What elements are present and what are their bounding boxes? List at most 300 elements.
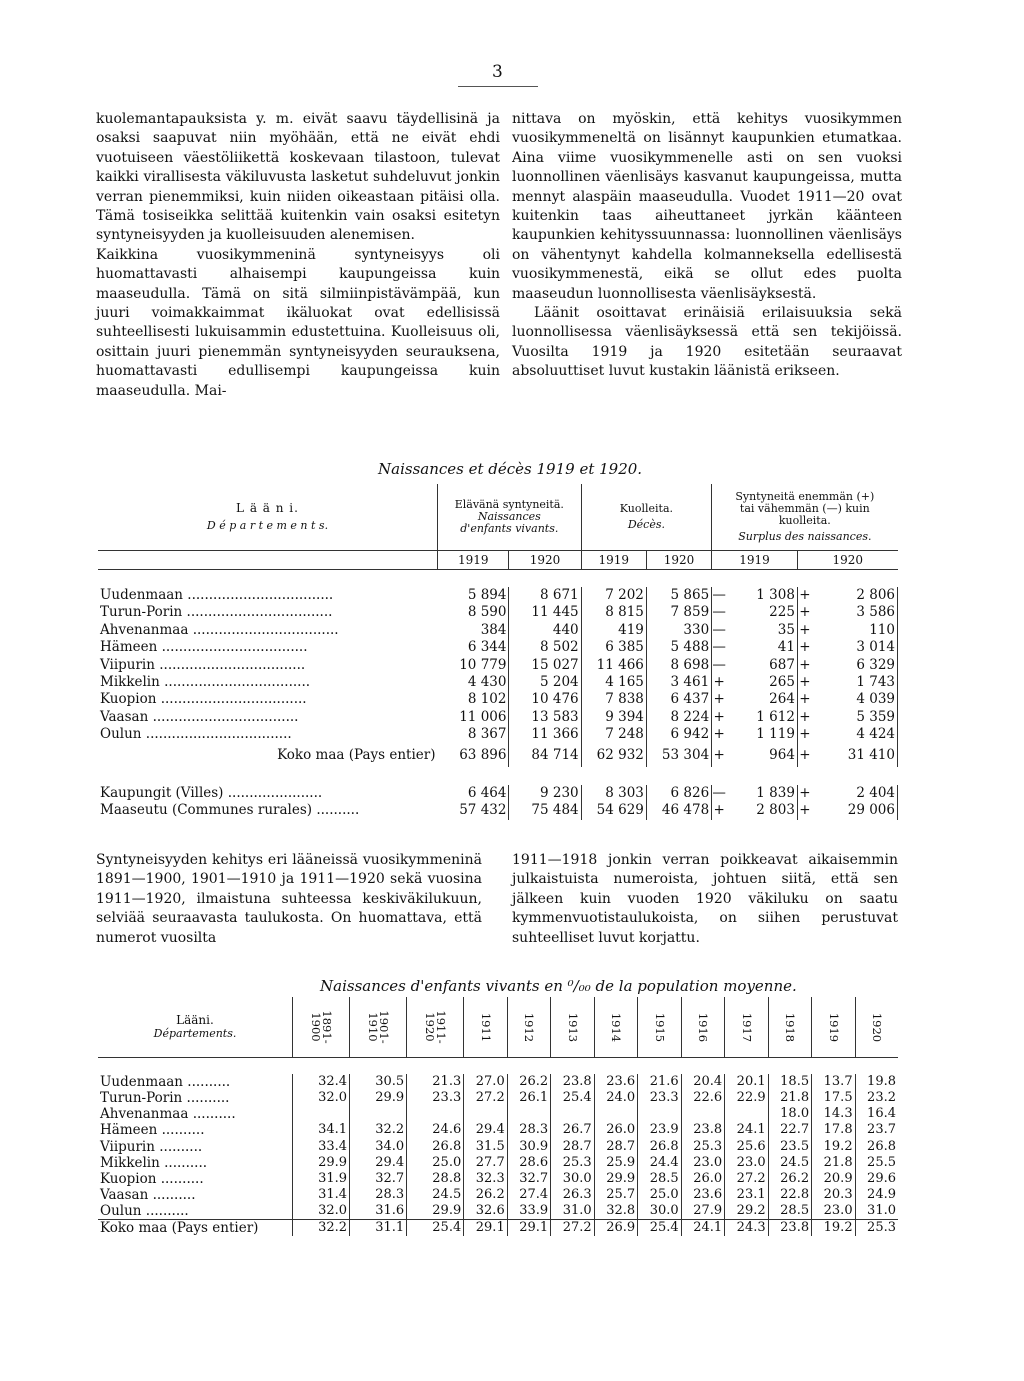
value-cell: 30.9 bbox=[507, 1138, 550, 1154]
department-name: Uudenmaan bbox=[100, 1074, 183, 1091]
leader-dots: .......... bbox=[312, 802, 360, 819]
row-name bbox=[98, 1155, 293, 1171]
header-births bbox=[438, 484, 582, 550]
sign-cell: + bbox=[799, 656, 811, 673]
value-cell: 29.4 bbox=[464, 1122, 507, 1138]
birth-rate-table bbox=[98, 997, 898, 1236]
department-name: Oulun bbox=[100, 726, 142, 743]
value-cell: 46 478 bbox=[646, 802, 711, 819]
leader-dots: .................................. bbox=[148, 708, 299, 725]
value-cell bbox=[293, 1106, 350, 1122]
leader-dots: .................................. bbox=[159, 674, 311, 691]
value-cell: 32.8 bbox=[594, 1203, 637, 1220]
value-cell: 265 bbox=[726, 674, 797, 691]
sign-cell: + bbox=[799, 674, 811, 691]
sign-cell: — bbox=[712, 604, 726, 621]
value-cell bbox=[594, 1106, 637, 1122]
value-cell: 964 bbox=[726, 743, 797, 767]
year-header: 1919 bbox=[438, 550, 509, 569]
year-label: 1914 bbox=[609, 1012, 624, 1042]
value-cell: 54 629 bbox=[581, 802, 646, 819]
value-cell: 29.6 bbox=[855, 1171, 898, 1187]
row-name bbox=[98, 674, 438, 691]
value-cell: 27.2 bbox=[464, 1090, 507, 1106]
department-name: Maaseutu (Communes rurales) bbox=[100, 802, 313, 819]
value-cell: 26.8 bbox=[407, 1138, 464, 1154]
leader-dots: .................................. bbox=[182, 604, 333, 621]
value-cell: 7 859 bbox=[646, 604, 711, 621]
value-cell: 225 bbox=[726, 604, 797, 621]
value-cell: 19.2 bbox=[812, 1138, 855, 1154]
row-name bbox=[98, 1187, 293, 1203]
value-cell: 33.9 bbox=[507, 1203, 550, 1220]
department-name: Hämeen bbox=[100, 1122, 158, 1139]
value-cell bbox=[507, 1106, 550, 1122]
year-header: 1919 bbox=[712, 550, 798, 569]
value-cell: 32.2 bbox=[293, 1219, 350, 1236]
table-row bbox=[98, 1074, 898, 1090]
value-cell: 5 488 bbox=[646, 639, 711, 656]
value-cell: 11 366 bbox=[509, 726, 581, 743]
lower-left-text bbox=[96, 851, 482, 948]
value-cell: 5 865 bbox=[646, 587, 711, 604]
value-cell: 31.0 bbox=[855, 1203, 898, 1220]
value-cell: 5 204 bbox=[509, 674, 581, 691]
value-cell: 24.1 bbox=[681, 1219, 724, 1236]
header-births-fi: Elävänä syntyneitä. bbox=[454, 497, 564, 511]
value-cell: 7 248 bbox=[581, 726, 646, 743]
value-cell: 28.7 bbox=[551, 1138, 594, 1154]
value-cell: 4 424 bbox=[812, 726, 898, 743]
paragraph: Syntyneisyyden kehitys eri lääneissä vuosikymmeninä 1891—1900, 1901—1910 ja 1911—1920 sekä vuosina 1911—1920, ilmaistuna suhteessa keskiväkilukuun, selviää seuraavasta taulukosta. On huomattava, että numerot vuosilta bbox=[96, 852, 482, 946]
year-label: 1911 bbox=[478, 1012, 493, 1042]
value-cell: 23.9 bbox=[638, 1122, 681, 1138]
value-cell: 23.8 bbox=[681, 1122, 724, 1138]
year-label: 1918 bbox=[783, 1012, 798, 1042]
table-row bbox=[98, 802, 898, 819]
paragraph: Kaikkina vuosikymmeninä syntyneisyys oli huomattavasti alhaisempi kaupungeissa kuin maaseudulla. Tämä on sitä silmiinpistävämpää, kun juuri voimakkaimmat ikäluokat ovat edellisissä suhteellisesti lukuisammin edustettuina. Kuolleisuus oli, osittain juuri pienemmän syntyneisyyden seurauksena, huomattavasti edullisempi kaupungeissa kuin maaseudulla. Mai- bbox=[96, 246, 500, 399]
value-cell: 22.9 bbox=[725, 1090, 768, 1106]
value-cell: 23.1 bbox=[725, 1187, 768, 1203]
value-cell: 31.4 bbox=[293, 1187, 350, 1203]
value-cell: 29.1 bbox=[464, 1219, 507, 1236]
table-row bbox=[98, 743, 898, 767]
header-laani: Lääni. bbox=[176, 1013, 214, 1027]
value-cell: 31.6 bbox=[350, 1203, 407, 1220]
table-row bbox=[98, 587, 898, 604]
sign-cell: + bbox=[799, 708, 811, 725]
department-name: Kaupungit (Villes) bbox=[100, 784, 224, 801]
value-cell: 25.5 bbox=[855, 1155, 898, 1171]
value-cell: 32.7 bbox=[507, 1171, 550, 1187]
value-cell: 8 367 bbox=[438, 726, 509, 743]
year-header bbox=[464, 997, 507, 1058]
value-cell: 34.1 bbox=[293, 1122, 350, 1138]
value-cell: 31.5 bbox=[464, 1138, 507, 1154]
sign-cell: — bbox=[712, 621, 726, 638]
department-name: Kuopion bbox=[100, 691, 157, 708]
header-laani: L ä ä n i. bbox=[236, 500, 299, 515]
value-cell: 19.2 bbox=[812, 1219, 855, 1236]
leader-dots: .......... bbox=[159, 1154, 208, 1171]
value-cell: 23.6 bbox=[594, 1074, 637, 1090]
value-cell bbox=[407, 1106, 464, 1122]
value-cell bbox=[681, 1106, 724, 1122]
value-cell: 1 839 bbox=[726, 785, 797, 802]
value-cell: 1 612 bbox=[726, 709, 797, 726]
value-cell: 8 671 bbox=[509, 587, 581, 604]
year-label: 1912 bbox=[522, 1012, 537, 1042]
value-cell: 19.8 bbox=[855, 1074, 898, 1090]
department-name: Viipurin bbox=[100, 1138, 155, 1155]
value-cell: 4 430 bbox=[438, 674, 509, 691]
value-cell: 27.7 bbox=[464, 1155, 507, 1171]
year-header bbox=[812, 997, 855, 1058]
births-deaths-table bbox=[98, 484, 898, 820]
value-cell: 24.1 bbox=[725, 1122, 768, 1138]
value-cell: 26.0 bbox=[594, 1122, 637, 1138]
table-row bbox=[98, 1090, 898, 1106]
value-cell: 3 586 bbox=[812, 604, 898, 621]
value-cell: 27.2 bbox=[551, 1219, 594, 1236]
leader-dots: .................................. bbox=[156, 691, 307, 708]
value-cell: 32.2 bbox=[350, 1122, 407, 1138]
value-cell: 1 119 bbox=[726, 726, 797, 743]
table-row bbox=[98, 785, 898, 802]
year-header: 1920 bbox=[646, 550, 711, 569]
row-name bbox=[98, 691, 438, 708]
department-name: Koko maa (Pays entier) bbox=[277, 746, 436, 763]
sign-cell: — bbox=[712, 587, 726, 604]
value-cell: 28.5 bbox=[638, 1171, 681, 1187]
year-header bbox=[350, 997, 407, 1058]
row-name bbox=[98, 1138, 293, 1154]
value-cell: 26.1 bbox=[507, 1090, 550, 1106]
value-cell: 25.4 bbox=[638, 1219, 681, 1236]
value-cell: 27.4 bbox=[507, 1187, 550, 1203]
sign-cell: + bbox=[799, 746, 811, 763]
value-cell: 26.9 bbox=[594, 1219, 637, 1236]
value-cell: 20.4 bbox=[681, 1074, 724, 1090]
leader-dots: .......... bbox=[156, 1170, 204, 1187]
value-cell: 9 394 bbox=[581, 709, 646, 726]
header-departements: D é p a r t e m e n t s. bbox=[206, 518, 329, 532]
table2-title: Naissances d'enfants vivants en ⁰/₀₀ de la population moyenne. bbox=[320, 977, 797, 995]
value-cell: 26.2 bbox=[464, 1187, 507, 1203]
header-surplus-fi: Syntyneitä enemmän (+) tai vähemmän (—) kuin kuolleita. bbox=[735, 489, 875, 527]
value-cell: 31.1 bbox=[350, 1219, 407, 1236]
value-cell: 18.0 bbox=[768, 1106, 811, 1122]
value-cell: 32.0 bbox=[293, 1203, 350, 1220]
row-name bbox=[98, 656, 438, 673]
sign-cell: + bbox=[799, 802, 811, 819]
value-cell: 24.9 bbox=[855, 1187, 898, 1203]
value-cell bbox=[638, 1106, 681, 1122]
year-header bbox=[768, 997, 811, 1058]
value-cell: 8 590 bbox=[438, 604, 509, 621]
leader-dots: .......... bbox=[188, 1106, 236, 1123]
value-cell: 31.9 bbox=[293, 1171, 350, 1187]
value-cell: 21.3 bbox=[407, 1074, 464, 1090]
value-cell: 28.5 bbox=[768, 1203, 811, 1220]
sign-cell: + bbox=[713, 746, 725, 763]
value-cell: 27.9 bbox=[681, 1203, 724, 1220]
value-cell: 25.0 bbox=[407, 1155, 464, 1171]
value-cell: 6 437 bbox=[646, 691, 711, 708]
upper-right-column bbox=[512, 110, 902, 382]
year-label: 1917 bbox=[739, 1012, 754, 1042]
leader-dots: .................................. bbox=[141, 726, 292, 743]
value-cell: 30.0 bbox=[638, 1203, 681, 1220]
table-row bbox=[98, 1155, 898, 1171]
year-header bbox=[293, 997, 350, 1058]
value-cell: 25.4 bbox=[551, 1090, 594, 1106]
value-cell: 4 165 bbox=[581, 674, 646, 691]
value-cell: 26.3 bbox=[551, 1187, 594, 1203]
value-cell: 25.4 bbox=[407, 1219, 464, 1236]
value-cell: 32.7 bbox=[350, 1171, 407, 1187]
value-cell: 32.3 bbox=[464, 1171, 507, 1187]
value-cell: 1 743 bbox=[812, 674, 898, 691]
value-cell: 18.5 bbox=[768, 1074, 811, 1090]
value-cell: 384 bbox=[438, 622, 509, 639]
sign-cell: + bbox=[713, 802, 725, 819]
department-name: Koko maa (Pays entier) bbox=[100, 1219, 259, 1236]
value-cell: 21.8 bbox=[812, 1155, 855, 1171]
table-row bbox=[98, 604, 898, 621]
row-name bbox=[98, 587, 438, 604]
value-cell: 17.8 bbox=[812, 1122, 855, 1138]
value-cell: 26.8 bbox=[638, 1138, 681, 1154]
year-header: 1920 bbox=[797, 550, 897, 569]
leader-dots: .......... bbox=[154, 1138, 203, 1155]
value-cell: 29.4 bbox=[350, 1155, 407, 1171]
leader-dots: .......... bbox=[141, 1202, 189, 1219]
header-deaths bbox=[581, 484, 712, 550]
value-cell: 28.7 bbox=[594, 1138, 637, 1154]
sign-cell: + bbox=[799, 639, 811, 656]
leader-dots: .......... bbox=[157, 1122, 205, 1139]
row-name bbox=[98, 1106, 293, 1122]
header-births-fr: Naissances d'enfants vivants. bbox=[460, 509, 559, 535]
value-cell: 24.0 bbox=[594, 1090, 637, 1106]
value-cell: 25.9 bbox=[594, 1155, 637, 1171]
value-cell: 419 bbox=[581, 622, 646, 639]
value-cell: 25.0 bbox=[638, 1187, 681, 1203]
value-cell: 6 329 bbox=[812, 656, 898, 673]
value-cell: 26.2 bbox=[768, 1171, 811, 1187]
row-name bbox=[98, 709, 438, 726]
value-cell: 13 583 bbox=[509, 709, 581, 726]
value-cell: 21.6 bbox=[638, 1074, 681, 1090]
year-label: 1916 bbox=[696, 1012, 711, 1042]
value-cell: 32.6 bbox=[464, 1203, 507, 1220]
department-name: Vaasan bbox=[100, 1186, 149, 1203]
department-name: Viipurin bbox=[100, 656, 155, 673]
value-cell: 10 779 bbox=[438, 656, 509, 673]
value-cell: 5 359 bbox=[812, 709, 898, 726]
value-cell: 24.6 bbox=[407, 1122, 464, 1138]
value-cell: 32.4 bbox=[293, 1074, 350, 1090]
leader-dots: .................................. bbox=[188, 621, 339, 638]
value-cell: 8 102 bbox=[438, 691, 509, 708]
value-cell: 33.4 bbox=[293, 1138, 350, 1154]
department-name: Uudenmaan bbox=[100, 587, 183, 604]
value-cell: 20.1 bbox=[725, 1074, 768, 1090]
department-name: Vaasan bbox=[100, 708, 149, 725]
value-cell: 6 942 bbox=[646, 726, 711, 743]
value-cell: 6 385 bbox=[581, 639, 646, 656]
spacer-row bbox=[98, 767, 898, 784]
header-deaths-fr: Décès. bbox=[627, 517, 665, 531]
value-cell: 264 bbox=[726, 691, 797, 708]
page-number: 3 bbox=[492, 62, 503, 82]
paragraph: kuolemantapauksista y. m. eivät saavu täydellisinä ja osaksi saapuvat niin myöhään, että ne eivät ehdi vuotuiseen väestöliikettä koskevaan tilastoon, tulevat kaikki virallisesta väkiluvusta lasketut suhdeluvut jonkin verran pienemmiksi, kuin niiden oikeastaan pitäisi olla. Tämä tosiseikka selittää kuitenkin vain osaksi esitetyn syntyneisyyden ja kuolleisuuden alenemisen. bbox=[96, 111, 500, 244]
sign-cell: — bbox=[712, 639, 726, 656]
header-spacer bbox=[98, 550, 438, 569]
leader-dots: .......... bbox=[148, 1186, 196, 1203]
value-cell: 23.8 bbox=[551, 1074, 594, 1090]
year-label: 1920 bbox=[870, 1012, 885, 1042]
value-cell: 9 230 bbox=[509, 785, 581, 802]
value-cell: 11 445 bbox=[509, 604, 581, 621]
value-cell: 2 803 bbox=[726, 802, 797, 819]
year-header bbox=[638, 997, 681, 1058]
department-name: Mikkelin bbox=[100, 674, 160, 691]
value-cell: 6 464 bbox=[438, 785, 509, 802]
value-cell: 23.0 bbox=[681, 1155, 724, 1171]
year-header bbox=[507, 997, 550, 1058]
year-header bbox=[681, 997, 724, 1058]
table-row bbox=[98, 709, 898, 726]
row-name bbox=[98, 604, 438, 621]
row-name bbox=[98, 1203, 293, 1220]
row-name bbox=[98, 743, 438, 767]
leader-dots: .......... bbox=[182, 1090, 230, 1107]
value-cell: 27.0 bbox=[464, 1074, 507, 1090]
value-cell bbox=[725, 1106, 768, 1122]
leader-dots: .................................. bbox=[183, 587, 334, 604]
value-cell: 25.3 bbox=[681, 1138, 724, 1154]
row-name bbox=[98, 726, 438, 743]
value-cell: 110 bbox=[812, 622, 898, 639]
leader-dots: .................................. bbox=[154, 656, 306, 673]
value-cell: 13.7 bbox=[812, 1074, 855, 1090]
table-row bbox=[98, 1203, 898, 1220]
row-name bbox=[98, 785, 438, 802]
paragraph: 1911—1918 jonkin verran poikkeavat aikaisemmin julkaistuista numeroista, johtuen siitä, että sen jälkeen kuin vuoden 1920 väkiluku on saatu kymmenvuotistaulukoista, on siihen perustuvat suhteelliset luvut korjattu. bbox=[512, 852, 898, 946]
value-cell bbox=[551, 1106, 594, 1122]
year-header: 1919 bbox=[581, 550, 646, 569]
table-row bbox=[98, 1171, 898, 1187]
year-label: 1915 bbox=[652, 1012, 667, 1042]
value-cell: 23.7 bbox=[855, 1122, 898, 1138]
value-cell: 23.8 bbox=[768, 1219, 811, 1236]
value-cell: 6 344 bbox=[438, 639, 509, 656]
table-row bbox=[98, 1187, 898, 1203]
year-label: 1891-1900 bbox=[309, 1009, 335, 1044]
value-cell: 31.0 bbox=[551, 1203, 594, 1220]
value-cell: 29.9 bbox=[293, 1155, 350, 1171]
value-cell: 17.5 bbox=[812, 1090, 855, 1106]
sign-cell: + bbox=[799, 587, 811, 604]
row-name bbox=[98, 802, 438, 819]
row-name bbox=[98, 1171, 293, 1187]
header-surplus-fr: Surplus des naissances. bbox=[738, 529, 872, 543]
value-cell bbox=[350, 1106, 407, 1122]
value-cell: 26.2 bbox=[507, 1074, 550, 1090]
sign-cell: + bbox=[799, 691, 811, 708]
sign-cell: + bbox=[799, 604, 811, 621]
department-name: Hämeen bbox=[100, 639, 158, 656]
header-deaths-fi: Kuolleita. bbox=[619, 501, 674, 515]
value-cell: 16.4 bbox=[855, 1106, 898, 1122]
value-cell: 2 806 bbox=[812, 587, 898, 604]
sign-cell: + bbox=[799, 784, 811, 801]
row-name bbox=[98, 1122, 293, 1138]
value-cell: 15 027 bbox=[509, 656, 581, 673]
header-department bbox=[98, 484, 438, 550]
value-cell: 8 502 bbox=[509, 639, 581, 656]
sign-cell: + bbox=[713, 708, 725, 725]
value-cell: 23.0 bbox=[812, 1203, 855, 1220]
value-cell: 29.9 bbox=[350, 1090, 407, 1106]
value-cell: 30.0 bbox=[551, 1171, 594, 1187]
department-name: Turun-Porin bbox=[100, 604, 183, 621]
department-name: Oulun bbox=[100, 1202, 142, 1219]
department-name: Mikkelin bbox=[100, 1154, 160, 1171]
row-name bbox=[98, 1219, 293, 1236]
department-name: Turun-Porin bbox=[100, 1090, 183, 1107]
row-name bbox=[98, 639, 438, 656]
value-cell: 25.3 bbox=[551, 1155, 594, 1171]
table-row bbox=[98, 691, 898, 708]
value-cell: 8 698 bbox=[646, 656, 711, 673]
row-name bbox=[98, 1074, 293, 1090]
value-cell: 26.7 bbox=[551, 1122, 594, 1138]
value-cell: 53 304 bbox=[646, 743, 711, 767]
value-cell: 35 bbox=[726, 622, 797, 639]
value-cell: 32.0 bbox=[293, 1090, 350, 1106]
value-cell: 29 006 bbox=[812, 802, 898, 819]
header-departements: Départements. bbox=[153, 1027, 237, 1040]
value-cell: 26.0 bbox=[681, 1171, 724, 1187]
value-cell: 24.5 bbox=[407, 1187, 464, 1203]
row-name bbox=[98, 622, 438, 639]
year-label: 1911-1920 bbox=[423, 1009, 449, 1044]
leader-dots: .................................. bbox=[157, 639, 308, 656]
value-cell: 21.8 bbox=[768, 1090, 811, 1106]
value-cell: 1 308 bbox=[726, 587, 797, 604]
paragraph: nittava on myöskin, että kehitys vuosikymmen vuosikymmeneltä on lisännyt kaupunkien etumatkaa. Aina viime vuosikymmenelle asti on sen vuoksi luonnollinen väenlisäys kasvanut kaupungeissa, mutta mennyt alaspäin maaseudulla. Vuodet 1911—20 ovat kuitenkin taas aiheuttaneet jyrkän käänteen kaupunkien kehityssuunnassa: luonnollinen väenlisäys on vähentynyt kahdella kolmanneksella edellisestä vuosikymmenestä, eikä se ollut edes puolta maaseudun luonnollisesta väenlisäyksestä. bbox=[512, 111, 902, 302]
value-cell: 24.4 bbox=[638, 1155, 681, 1171]
value-cell: 8 224 bbox=[646, 709, 711, 726]
header-department bbox=[98, 997, 293, 1058]
value-cell: 5 894 bbox=[438, 587, 509, 604]
value-cell: 23.3 bbox=[638, 1090, 681, 1106]
value-cell: 29.2 bbox=[725, 1203, 768, 1220]
value-cell: 20.3 bbox=[812, 1187, 855, 1203]
lower-right-text bbox=[512, 851, 898, 948]
value-cell: 25.7 bbox=[594, 1187, 637, 1203]
year-header bbox=[551, 997, 594, 1058]
year-header bbox=[725, 997, 768, 1058]
table-row bbox=[98, 1138, 898, 1154]
value-cell: 28.3 bbox=[350, 1187, 407, 1203]
value-cell: 10 476 bbox=[509, 691, 581, 708]
year-label: 1913 bbox=[565, 1012, 580, 1042]
leader-dots: .......... bbox=[183, 1074, 231, 1091]
